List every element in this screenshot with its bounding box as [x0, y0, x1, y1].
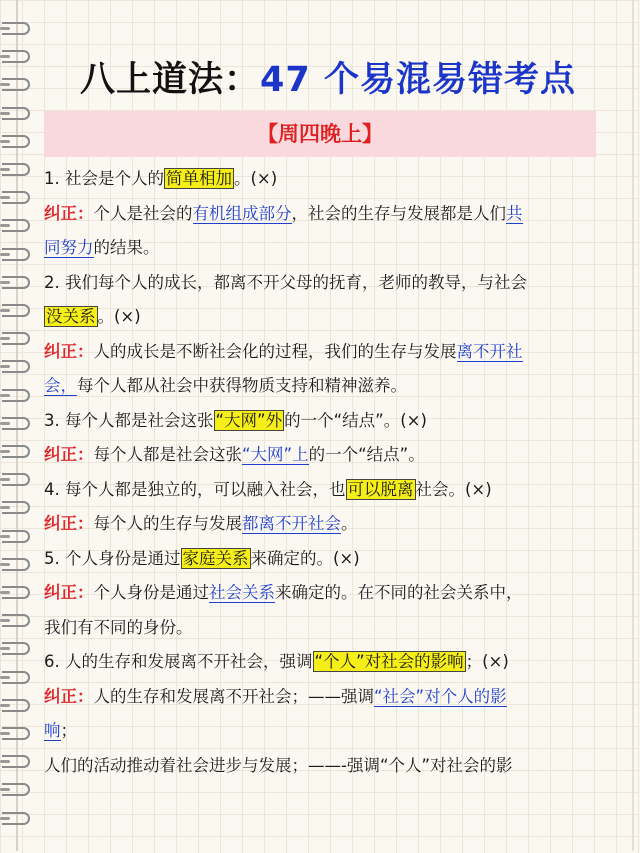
- binding-ring: [2, 614, 30, 627]
- highlighted-error: 家庭关系: [182, 548, 249, 568]
- text-line: [44, 507, 600, 542]
- section-banner: 【周四晚上】: [44, 111, 596, 157]
- binding-ring: [2, 276, 30, 289]
- text-segment: 每个人的生存与发展: [93, 514, 242, 533]
- text-segment: 个人是社会的: [93, 203, 193, 223]
- correction-label: 纠正：: [44, 514, 94, 533]
- text-segment: ；(×): [465, 652, 509, 671]
- binding-ring: [2, 332, 30, 345]
- highlighted-error: 可以脱离: [347, 479, 414, 499]
- text-segment: 每个人都从社会中获得物质支持和精神滋养。: [77, 376, 407, 395]
- underlined-correction: 有机组成部分: [192, 203, 292, 223]
- binding-ring: [2, 219, 30, 232]
- correction-label: 纠正：: [44, 686, 94, 706]
- text-line: [44, 438, 600, 473]
- underlined-correction: “社会”对个人的影: [374, 686, 507, 706]
- binding-ring: [2, 501, 30, 514]
- binding-ring: [2, 360, 30, 373]
- binding-ring: [2, 445, 30, 458]
- text-segment: 个人身份是通过: [93, 583, 209, 602]
- underlined-correction: 离不开社: [456, 341, 523, 361]
- binding-ring: [2, 78, 30, 91]
- binding-ring: [2, 389, 30, 402]
- text-line: [44, 680, 600, 715]
- highlighted-error: 简单相加: [166, 169, 232, 188]
- text-segment: 。(×): [97, 307, 141, 326]
- correction-label: 纠正：: [44, 341, 94, 361]
- binding-ring: [2, 191, 30, 204]
- text-line: [44, 162, 600, 197]
- text-segment: 6. 人的生存和发展离不开社会，强调: [44, 652, 313, 671]
- text-segment: 人们的活动推动着社会进步与发展；——-强调“个人”对社会的影: [44, 755, 513, 775]
- text-line: [44, 645, 600, 680]
- text-line: [44, 231, 600, 266]
- underlined-correction: 会，: [44, 376, 77, 395]
- binding-ring: [2, 304, 30, 317]
- correction-label: 纠正：: [44, 583, 94, 602]
- page-title: [38, 52, 618, 102]
- binding-ring: [2, 417, 30, 430]
- binding-ring: [2, 699, 30, 712]
- text-segment: 3. 每个人都是社会这张: [44, 410, 214, 430]
- spiral-binding: [0, 22, 32, 842]
- binding-ring: [2, 727, 30, 740]
- binding-ring: [2, 135, 30, 148]
- text-segment: 4. 每个人都是独立的，可以融入社会，也: [44, 479, 346, 499]
- text-line: [44, 369, 600, 404]
- binding-ring: [2, 473, 30, 486]
- binding-ring: [2, 755, 30, 768]
- text-line: [44, 576, 600, 611]
- binding-ring: [2, 642, 30, 655]
- text-line: [44, 404, 600, 439]
- underlined-correction: 同努力: [44, 238, 94, 257]
- binding-ring: [2, 248, 30, 261]
- binding-ring: [2, 530, 30, 543]
- text-line: [44, 473, 600, 508]
- correction-label: 纠正：: [44, 445, 94, 464]
- text-line: [44, 542, 600, 577]
- binding-ring: [2, 107, 30, 120]
- title-part-2: 47 个易混易错考点: [260, 60, 576, 100]
- highlighted-error: “个人”对社会的影响: [314, 652, 464, 671]
- underlined-correction: 都离不开社会: [242, 514, 341, 533]
- text-segment: ，社会的生存与发展都是人们: [291, 203, 506, 223]
- text-segment: 来确定的。(×): [250, 548, 360, 568]
- text-segment: 2. 我们每个人的成长，都离不开父母的抚育，老师的教导，与社会: [44, 272, 527, 292]
- title-part-1: 八上道法：: [80, 60, 261, 100]
- underlined-correction: 共: [506, 203, 523, 223]
- highlighted-error: 没关系: [46, 307, 96, 326]
- underlined-correction: 社会关系: [209, 583, 275, 602]
- underlined-correction: 响: [44, 721, 61, 740]
- text-segment: 人的成长是不断社会化的过程，我们的生存与发展: [93, 341, 457, 361]
- binding-ring: [2, 50, 30, 63]
- text-segment: ；: [60, 721, 77, 740]
- binding-ring: [2, 558, 30, 571]
- text-segment: 的一个“结点”。: [308, 445, 425, 464]
- binding-ring: [2, 586, 30, 599]
- text-segment: 来确定的。在不同的社会关系中，: [275, 583, 523, 602]
- correction-label: 纠正：: [44, 203, 94, 223]
- text-segment: 的结果。: [93, 238, 160, 257]
- text-line: [44, 197, 600, 232]
- text-segment: 的一个“结点”。(×): [284, 410, 427, 430]
- text-line: [44, 714, 600, 749]
- text-segment: 。(×): [234, 169, 278, 188]
- text-segment: 我们有不同的身份。: [44, 617, 193, 637]
- binding-ring: [2, 812, 30, 825]
- text-segment: 。: [341, 514, 358, 533]
- text-segment: 5. 个人身份是通过: [44, 548, 181, 568]
- text-line: [44, 300, 600, 335]
- underlined-correction: “大网”上: [242, 445, 309, 464]
- text-line: [44, 266, 600, 301]
- binding-ring: [2, 671, 30, 684]
- text-segment: 人的生存和发展离不开社会；——强调: [93, 686, 374, 706]
- content-body: [44, 162, 600, 783]
- text-line: [44, 749, 600, 784]
- highlighted-error: “大网”外: [215, 410, 283, 430]
- binding-ring: [2, 22, 30, 35]
- text-segment: 每个人都是社会这张: [93, 445, 242, 464]
- text-segment: 1. 社会是个人的: [44, 169, 164, 188]
- text-line: [44, 335, 600, 370]
- binding-ring: [2, 163, 30, 176]
- binding-ring: [2, 783, 30, 796]
- text-line: [44, 611, 600, 646]
- text-segment: 社会。(×): [415, 479, 492, 499]
